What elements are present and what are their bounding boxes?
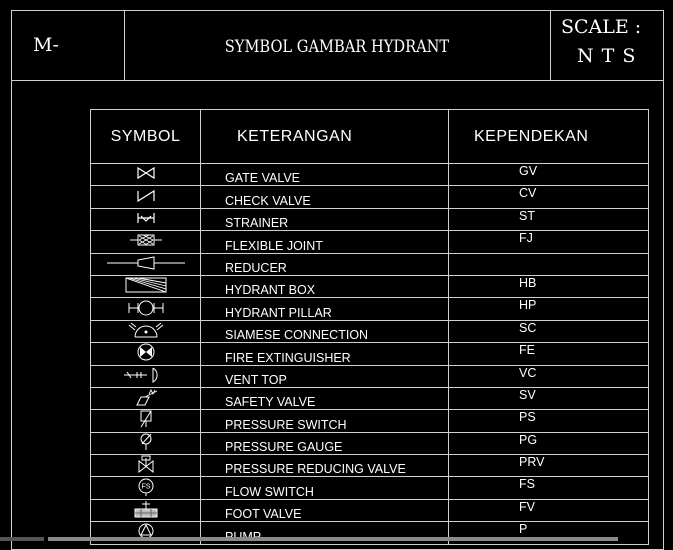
symbol-cell <box>91 387 201 409</box>
table-row <box>91 499 649 521</box>
symbol-cell <box>91 231 201 253</box>
scale-label: SCALE : <box>561 16 642 38</box>
pressure-gauge-icon <box>139 433 153 454</box>
kependekan-cell: CV <box>449 186 649 208</box>
keterangan-cell: FLOW SWITCH <box>201 477 449 499</box>
kependekan-cell: FJ <box>449 231 649 253</box>
keterangan-cell: PRESSURE REDUCING VALVE <box>201 455 449 477</box>
kependekan-cell: VC <box>449 365 649 387</box>
foot-valve-icon <box>131 500 161 521</box>
drawing-title: SYMBOL GAMBAR HYDRANT <box>224 37 450 57</box>
hydrant-pillar-icon <box>127 300 165 319</box>
keterangan-cell: GATE VALVE <box>201 164 449 186</box>
kependekan-cell: SC <box>449 320 649 342</box>
siamese-connection-icon <box>127 321 165 342</box>
fire-extinguisher-icon <box>137 343 155 364</box>
symbol-cell <box>91 298 201 320</box>
table-header-row <box>91 110 649 164</box>
table-row <box>91 477 649 499</box>
kependekan-cell: P <box>449 522 649 544</box>
symbol-cell <box>91 455 201 477</box>
table-row <box>91 253 649 275</box>
kependekan-cell: FS <box>449 477 649 499</box>
horizontal-scrollbar[interactable] <box>48 537 618 541</box>
table-row <box>91 231 649 253</box>
safety-valve-icon <box>133 388 159 409</box>
keterangan-cell: VENT TOP <box>201 365 449 387</box>
table-row <box>91 275 649 297</box>
symbol-cell <box>91 164 201 186</box>
keterangan-cell: HYDRANT BOX <box>201 275 449 297</box>
kependekan-cell: PRV <box>449 455 649 477</box>
vent-top-icon <box>123 366 169 387</box>
kependekan-cell: PG <box>449 432 649 454</box>
table-row <box>91 365 649 387</box>
table-row <box>91 410 649 432</box>
pressure-switch-icon <box>139 410 153 431</box>
flexible-joint-icon <box>129 233 163 250</box>
keterangan-cell: CHECK VALVE <box>201 186 449 208</box>
reducer-icon <box>106 256 186 273</box>
scrollbar-left <box>0 537 44 541</box>
symbol-cell <box>91 208 201 230</box>
drawing-number-cell <box>11 10 125 81</box>
symbol-cell <box>91 320 201 342</box>
symbol-cell <box>91 275 201 297</box>
table-row <box>91 186 649 208</box>
strainer-icon <box>135 211 157 228</box>
table-row <box>91 298 649 320</box>
table-row <box>91 387 649 409</box>
kependekan-cell: SV <box>449 387 649 409</box>
flow-switch-icon-text: FS <box>141 483 150 491</box>
table-row <box>91 455 649 477</box>
symbol-cell <box>91 477 201 499</box>
kependekan-cell: FV <box>449 499 649 521</box>
keterangan-cell: PRESSURE GAUGE <box>201 432 449 454</box>
kependekan-cell: ST <box>449 208 649 230</box>
symbol-legend-table <box>90 109 649 545</box>
keterangan-cell: PRESSURE SWITCH <box>201 410 449 432</box>
symbol-cell <box>91 499 201 521</box>
kependekan-cell: GV <box>449 164 649 186</box>
symbol-cell <box>91 432 201 454</box>
table-row <box>91 320 649 342</box>
table-row <box>91 343 649 365</box>
check-valve-icon <box>136 189 156 206</box>
keterangan-cell: FIRE EXTINGUISHER <box>201 343 449 365</box>
symbol-cell <box>91 365 201 387</box>
keterangan-cell: FLEXIBLE JOINT <box>201 231 449 253</box>
symbol-cell <box>91 343 201 365</box>
kependekan-cell: HB <box>449 275 649 297</box>
keterangan-cell: STRAINER <box>201 208 449 230</box>
drawing-number: M- <box>33 34 59 56</box>
keterangan-cell: SIAMESE CONNECTION <box>201 320 449 342</box>
keterangan-cell: SAFETY VALVE <box>201 387 449 409</box>
header-kependekan: KEPENDEKAN <box>449 110 649 164</box>
kependekan-cell <box>449 253 649 275</box>
table-row <box>91 164 649 186</box>
pressure-reducing-valve-icon <box>137 455 155 476</box>
header-keterangan: KETERANGAN <box>201 110 449 164</box>
symbol-cell <box>91 253 201 275</box>
kependekan-cell: FE <box>449 343 649 365</box>
symbol-cell <box>91 410 201 432</box>
header-symbol: SYMBOL <box>91 110 201 164</box>
flow-switch-icon <box>137 478 155 499</box>
table-row <box>91 432 649 454</box>
hydrant-box-icon <box>125 277 167 296</box>
gate-valve-icon <box>136 166 156 183</box>
symbol-cell <box>91 186 201 208</box>
keterangan-cell: REDUCER <box>201 253 449 275</box>
kependekan-cell: PS <box>449 410 649 432</box>
keterangan-cell: FOOT VALVE <box>201 499 449 521</box>
keterangan-cell: HYDRANT PILLAR <box>201 298 449 320</box>
kependekan-cell: HP <box>449 298 649 320</box>
scale-value: N T S <box>577 45 637 67</box>
table-row <box>91 208 649 230</box>
